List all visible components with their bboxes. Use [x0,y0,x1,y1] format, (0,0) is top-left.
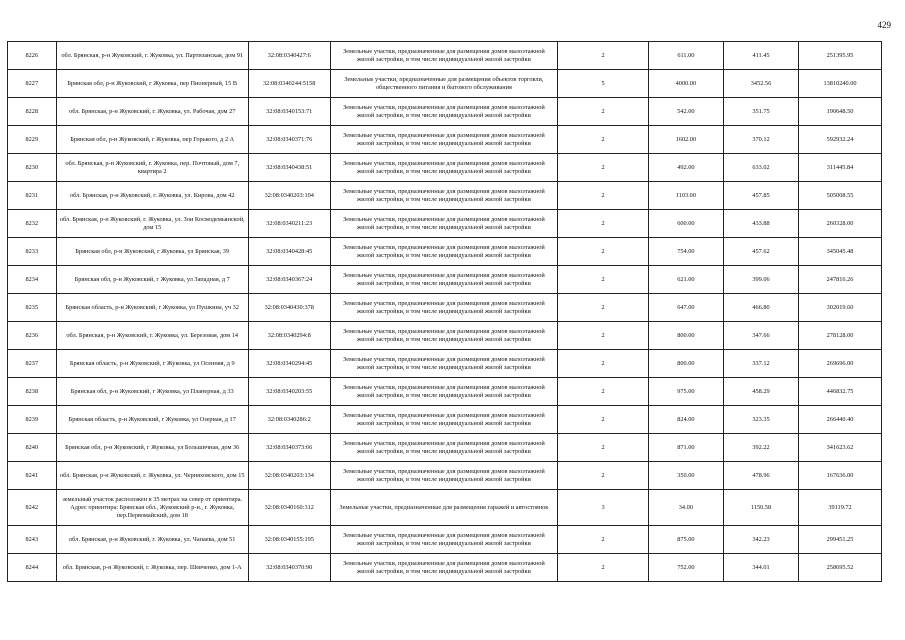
cadastral-number-cell: 32:08:0340373:66 [248,434,330,462]
address-cell: Брянская обл, р-н Жуковский, г Жуковка, ул Брянская, 39 [56,238,248,266]
table-row [8,210,882,238]
area-cell: 975.00 [648,378,723,406]
row-number-cell: 8243 [8,526,57,554]
cadastral-number-cell: 32:08:0340286:2 [248,406,330,434]
specific-value-cell: 466.80 [723,294,798,322]
cadastral-number-cell: 32:08:0340428:45 [248,238,330,266]
cadastral-value-cell: 260328.00 [799,210,882,238]
category-code-cell: 2 [558,462,649,490]
cadastral-number-cell: 32:08:0340160:312 [248,490,330,526]
table-row [8,526,882,554]
cadastral-value-cell: 258695.52 [799,554,882,582]
category-code-cell: 2 [558,434,649,462]
permitted-use-cell: Земельные участки, предназначенные для размещения домов малоэтажной жилой застройки, в том числе индивидуальной жилой застройки [330,434,558,462]
row-number-cell: 8227 [8,70,57,98]
area-cell: 875.00 [648,526,723,554]
address-cell: обл. Брянская, р-н Жуковский, г. Жуковка, ул. Черняховского, дом 15 [56,462,248,490]
cadastral-number-cell: 32:08:0340211:23 [248,210,330,238]
row-number-cell: 8241 [8,462,57,490]
specific-value-cell: 478.96 [723,462,798,490]
cadastral-value-cell: 278128.00 [799,322,882,350]
permitted-use-cell: Земельные участки, предназначенные для размещения домов малоэтажной жилой застройки, в том числе индивидуальной жилой застройки [330,350,558,378]
cadastral-number-cell: 32:08:0340203:134 [248,462,330,490]
cadastral-value-cell: 13810240.00 [799,70,882,98]
row-number-cell: 8240 [8,434,57,462]
permitted-use-cell: Земельные участки, предназначенные для размещения домов малоэтажной жилой застройки, в том числе индивидуальной жилой застройки [330,266,558,294]
address-cell: Брянская область, р-н Жуковский, г Жуковка, ул Осенняя, д 9 [56,350,248,378]
area-cell: 600.00 [648,210,723,238]
table-row [8,434,882,462]
address-cell: Брянская область, р-н Жуковский, г Жуковка, ул Пушкина, уч 32 [56,294,248,322]
cadastral-value-cell: 299451.25 [799,526,882,554]
row-number-cell: 8244 [8,554,57,582]
table-row [8,294,882,322]
specific-value-cell: 392.22 [723,434,798,462]
permitted-use-cell: Земельные участки, предназначенные для размещения домов малоэтажной жилой застройки, в том числе индивидуальной жилой застройки [330,210,558,238]
row-number-cell: 8237 [8,350,57,378]
cadastral-number-cell: 32:08:0340294:45 [248,350,330,378]
specific-value-cell: 3452.56 [723,70,798,98]
row-number-cell: 8234 [8,266,57,294]
address-cell: Брянская обл, р-н Жуковский, г Жуковка, ул Западная, д 7 [56,266,248,294]
category-code-cell: 2 [558,98,649,126]
area-cell: 754.00 [648,238,723,266]
category-code-cell: 2 [558,322,649,350]
category-code-cell: 2 [558,526,649,554]
specific-value-cell: 633.02 [723,154,798,182]
area-cell: 1103.00 [648,182,723,210]
table-row [8,490,882,526]
cadastral-value-cell: 39119.72 [799,490,882,526]
specific-value-cell: 347.66 [723,322,798,350]
permitted-use-cell: Земельные участки, предназначенные для размещения домов малоэтажной жилой застройки, в том числе индивидуальной жилой застройки [330,126,558,154]
specific-value-cell: 1150.58 [723,490,798,526]
area-cell: 647.00 [648,294,723,322]
category-code-cell: 2 [558,554,649,582]
row-number-cell: 8239 [8,406,57,434]
address-cell: Брянская обл, р-н Жуковский, г Жуковка, ул Планерная, д 33 [56,378,248,406]
specific-value-cell: 433.88 [723,210,798,238]
cadastral-number-cell: 32:08:0340438:51 [248,154,330,182]
area-cell: 1602.00 [648,126,723,154]
row-number-cell: 8231 [8,182,57,210]
area-cell: 824.00 [648,406,723,434]
area-cell: 492.00 [648,154,723,182]
address-cell: Брянская обл, р-н Жуковский, г Жуковка, ул Большичная, дом 36 [56,434,248,462]
permitted-use-cell: Земельные участки, предназначенные для размещения домов малоэтажной жилой застройки, в том числе индивидуальной жилой застройки [330,554,558,582]
cadastral-number-cell: 32:08:0340155:195 [248,526,330,554]
row-number-cell: 8230 [8,154,57,182]
page-number: 429 [877,20,891,30]
table-row [8,406,882,434]
category-code-cell: 5 [558,70,649,98]
category-code-cell: 2 [558,238,649,266]
cadastral-value-cell: 247816.26 [799,266,882,294]
area-cell: 34.00 [648,490,723,526]
row-number-cell: 8226 [8,42,57,70]
address-cell: обл. Брянская, р-н Жуковский, г. Жуковка, ул. Партизанская, дом 91 [56,42,248,70]
cadastral-value-cell: 269696.00 [799,350,882,378]
table-row [8,238,882,266]
cadastral-value-cell: 302019.60 [799,294,882,322]
table-row [8,98,882,126]
area-cell: 542.00 [648,98,723,126]
table-row [8,378,882,406]
table-row [8,182,882,210]
cadastral-value-table [7,41,882,582]
cadastral-number-cell: 32:08:0340370:90 [248,554,330,582]
category-code-cell: 2 [558,350,649,378]
category-code-cell: 2 [558,126,649,154]
cadastral-number-cell: 32:08:0340367:24 [248,266,330,294]
area-cell: 752.00 [648,554,723,582]
category-code-cell: 2 [558,266,649,294]
area-cell: 350.00 [648,462,723,490]
cadastral-value-cell: 190648.50 [799,98,882,126]
address-cell: земельный участок расположен в 35 метрах на север от ориентира. Адрес ориентира: Брянская обл., Жуковский р-н., г. Жуковка, пер.Первомайский, дом 18 [56,490,248,526]
permitted-use-cell: Земельные участки, предназначенные для размещения домов малоэтажной жилой застройки, в том числе индивидуальной жилой застройки [330,42,558,70]
specific-value-cell: 411.45 [723,42,798,70]
cadastral-value-cell: 505008.55 [799,182,882,210]
cadastral-value-cell: 592932.24 [799,126,882,154]
category-code-cell: 2 [558,154,649,182]
cadastral-value-cell: 266440.40 [799,406,882,434]
permitted-use-cell: Земельные участки, предназначенные для размещения домов малоэтажной жилой застройки, в том числе индивидуальной жилой застройки [330,526,558,554]
row-number-cell: 8236 [8,322,57,350]
row-number-cell: 8232 [8,210,57,238]
permitted-use-cell: Земельные участки, предназначенные для размещения объектов торговли, общественного питания и бытового обслуживания [330,70,558,98]
cadastral-value-cell: 341623.62 [799,434,882,462]
area-cell: 611.00 [648,42,723,70]
address-cell: обл. Брянская, р-н Жуковский, г. Жуковка, ул. Рабочая, дом 27 [56,98,248,126]
table-row [8,266,882,294]
cadastral-number-cell: 32:08:0340203:104 [248,182,330,210]
area-cell: 800.00 [648,322,723,350]
cadastral-value-cell: 345045.48 [799,238,882,266]
table-row [8,154,882,182]
address-cell: обл. Брянская, р-н Жуковский, г. Жуковка, пер. Шевченко, дом 1-А [56,554,248,582]
cadastral-value-cell: 446832.75 [799,378,882,406]
specific-value-cell: 337.12 [723,350,798,378]
specific-value-cell: 323.35 [723,406,798,434]
address-cell: обл. Брянская, р-н Жуковский, г. Жуковка, пер. Почтовый, дом 7, квартира 2 [56,154,248,182]
cadastral-number-cell: 32:08:0340203:55 [248,378,330,406]
area-cell: 871.00 [648,434,723,462]
permitted-use-cell: Земельные участки, предназначенные для размещения домов малоэтажной жилой застройки, в том числе индивидуальной жилой застройки [330,322,558,350]
specific-value-cell: 458.29 [723,378,798,406]
specific-value-cell: 457.62 [723,238,798,266]
table-row [8,554,882,582]
row-number-cell: 8228 [8,98,57,126]
cadastral-number-cell: 32:08:0340427:6 [248,42,330,70]
row-number-cell: 8229 [8,126,57,154]
permitted-use-cell: Земельные участки, предназначенные для размещения домов малоэтажной жилой застройки, в том числе индивидуальной жилой застройки [330,378,558,406]
area-cell: 4000.00 [648,70,723,98]
cadastral-value-cell: 167636.00 [799,462,882,490]
permitted-use-cell: Земельные участки, предназначенные для размещения домов малоэтажной жилой застройки, в том числе индивидуальной жилой застройки [330,462,558,490]
specific-value-cell: 457.85 [723,182,798,210]
category-code-cell: 2 [558,182,649,210]
address-cell: обл. Брянская, р-н Жуковский, г. Жуковка, ул. Зои Космодемьянской, дом 15 [56,210,248,238]
address-cell: Брянская обл, р-н Жуковский, г Жуковка, пер Пионерный, 15 В [56,70,248,98]
category-code-cell: 2 [558,42,649,70]
specific-value-cell: 399.06 [723,266,798,294]
row-number-cell: 8235 [8,294,57,322]
category-code-cell: 3 [558,490,649,526]
address-cell: Брянская область, р-н Жуковский, г Жуковка, ул Озерная, д 17 [56,406,248,434]
permitted-use-cell: Земельные участки, предназначенные для размещения домов малоэтажной жилой застройки, в том числе индивидуальной жилой застройки [330,182,558,210]
cadastral-number-cell: 32:08:0340153:71 [248,98,330,126]
permitted-use-cell: Земельные участки, предназначенные для размещения домов малоэтажной жилой застройки, в том числе индивидуальной жилой застройки [330,238,558,266]
cadastral-value-cell: 311445.84 [799,154,882,182]
permitted-use-cell: Земельные участки, предназначенные для размещения домов малоэтажной жилой застройки, в том числе индивидуальной жилой застройки [330,98,558,126]
row-number-cell: 8233 [8,238,57,266]
specific-value-cell: 342.23 [723,526,798,554]
cadastral-number-cell: 32:08:0340371:76 [248,126,330,154]
permitted-use-cell: Земельные участки, предназначенные для размещения домов малоэтажной жилой застройки, в том числе индивидуальной жилой застройки [330,154,558,182]
address-cell: обл. Брянская, р-н Жуковский, г. Жуковка, ул. Чапаева, дом 51 [56,526,248,554]
address-cell: обл. Брянская, р-н Жуковский, г. Жуковка, ул. Березовая, дом 14 [56,322,248,350]
table-row [8,462,882,490]
table-row [8,42,882,70]
category-code-cell: 2 [558,294,649,322]
permitted-use-cell: Земельные участки, предназначенные для размещения гаражей и автостоянок [330,490,558,526]
table-row [8,126,882,154]
cadastral-number-cell: 32:08:0340244:5158 [248,70,330,98]
cadastral-number-cell: 32:08:0340430:378 [248,294,330,322]
category-code-cell: 2 [558,378,649,406]
area-cell: 800.00 [648,350,723,378]
cadastral-value-cell: 251395.95 [799,42,882,70]
permitted-use-cell: Земельные участки, предназначенные для размещения домов малоэтажной жилой застройки, в том числе индивидуальной жилой застройки [330,406,558,434]
row-number-cell: 8242 [8,490,57,526]
table-row [8,322,882,350]
specific-value-cell: 370.12 [723,126,798,154]
cadastral-number-cell: 32:08:0340294:8 [248,322,330,350]
table-row [8,350,882,378]
address-cell: Брянская обл, р-н Жуковский, г Жуковка, пер Горького, д 2 А [56,126,248,154]
specific-value-cell: 344.01 [723,554,798,582]
table-row [8,70,882,98]
category-code-cell: 2 [558,406,649,434]
area-cell: 621.00 [648,266,723,294]
specific-value-cell: 351.75 [723,98,798,126]
row-number-cell: 8238 [8,378,57,406]
address-cell: обл. Брянская, р-н Жуковский, г. Жуковка, ул. Кирова, дом 42 [56,182,248,210]
permitted-use-cell: Земельные участки, предназначенные для размещения домов малоэтажной жилой застройки, в том числе индивидуальной жилой застройки [330,294,558,322]
category-code-cell: 2 [558,210,649,238]
